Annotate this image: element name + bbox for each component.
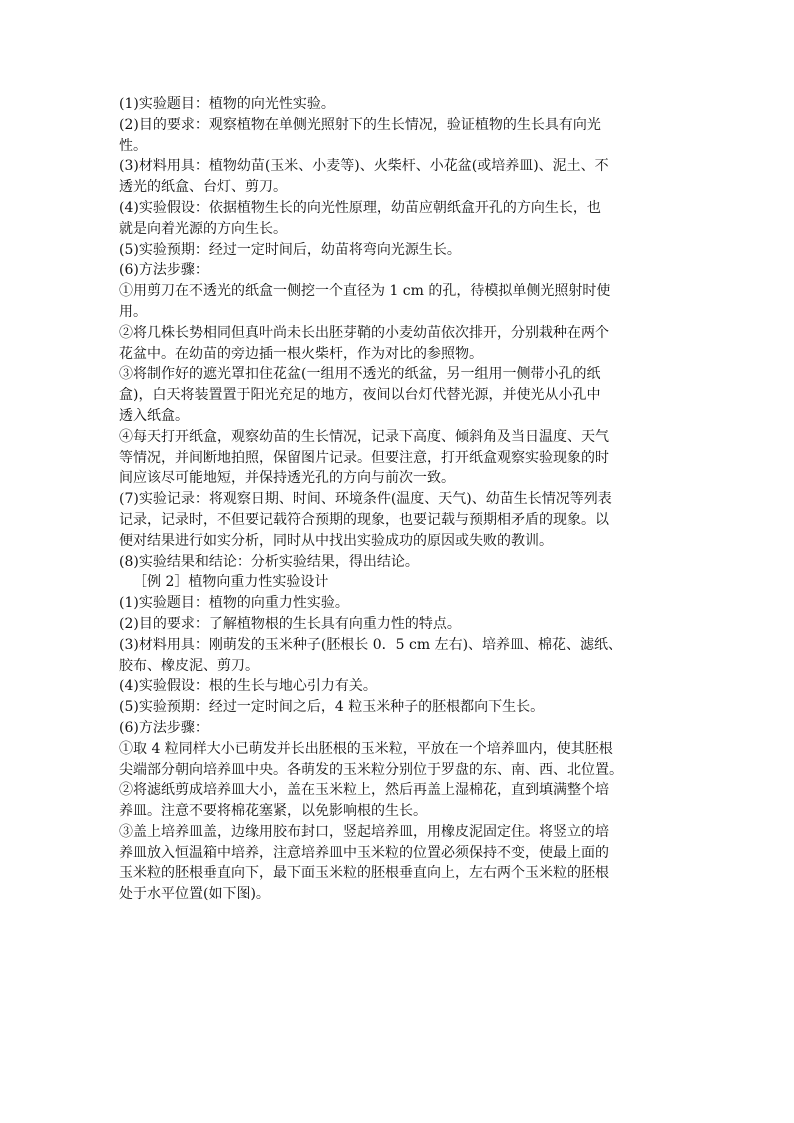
text-line: (4)实验假设：根的生长与地心引力有关。 xyxy=(119,678,377,695)
text-line: 间应该尽可能地短，并保持透光孔的方向与前次一致。 xyxy=(119,470,455,487)
text-line: ①取 4 粒同样大小已萌发并长出胚根的玉米粒，平放在一个培养皿内，使其胚根 xyxy=(119,740,613,757)
text-line: (7)实验记录：将观察日期、时间、环境条件(温度、天气)、幼苗生长情况等列表 xyxy=(119,491,612,508)
text-line: (5)实验预期：经过一定时间之后，4 粒玉米种子的胚根都向下生长。 xyxy=(119,699,545,716)
text-line: (8)实验结果和结论：分析实验结果，得出结论。 xyxy=(119,553,419,570)
text-line: (1)实验题目：植物的向光性实验。 xyxy=(119,96,335,112)
text-line: (5)实验预期：经过一定时间后，幼苗将弯向光源生长。 xyxy=(119,241,461,258)
text-line: 花盆中。在幼苗的旁边插一根火柴杆，作为对比的参照物。 xyxy=(119,345,483,362)
text-line: (2)目的要求：了解植物根的生长具有向重力性的特点。 xyxy=(119,615,461,632)
text-line: ④每天打开纸盒，观察幼苗的生长情况，记录下高度、倾斜角及当日温度、天气 xyxy=(119,428,609,445)
text-line: 养皿。注意不要将棉花塞紧，以免影响根的生长。 xyxy=(119,803,427,820)
text-line: 盒)，白天将装置置于阳光充足的地方，夜间以台灯代替光源，并使光从小孔中 xyxy=(119,387,601,404)
text-line: (6)方法步骤： xyxy=(119,719,209,736)
text-line: ③盖上培养皿盖，边缘用胶布封口，竖起培养皿，用橡皮泥固定住。将竖立的培 xyxy=(119,823,609,840)
text-line: 胶布、橡皮泥、剪刀。 xyxy=(119,657,259,674)
document-body xyxy=(119,94,679,905)
section-heading: ［例 2］植物向重力性实验设计 xyxy=(133,574,329,591)
text-line: 就是向着光源的方向生长。 xyxy=(119,220,287,237)
text-line: (2)目的要求：观察植物在单侧光照射下的生长情况，验证植物的生长具有向光 xyxy=(119,116,601,133)
text-line: (3)材料用具：刚萌发的玉米种子(胚根长 0．5 cm 左右)、培养皿、棉花、滤纸、 xyxy=(119,636,623,653)
text-line: 养皿放入恒温箱中培养，注意培养皿中玉米粒的位置必须保持不变，使最上面的 xyxy=(119,844,609,861)
text-line: ②将几株长势相同但真叶尚未长出胚芽鞘的小麦幼苗依次排开，分别栽种在两个 xyxy=(119,324,609,341)
text-line: 记录，记录时，不但要记载符合预期的现象，也要记载与预期相矛盾的现象。以 xyxy=(119,511,609,528)
text-line: 透入纸盒。 xyxy=(119,407,189,424)
text-line: (1)实验题目：植物的向重力性实验。 xyxy=(119,595,349,612)
text-line: ③将制作好的遮光罩扣住花盆(一组用不透光的纸盆，另一组用一侧带小孔的纸 xyxy=(119,366,601,383)
text-line: (3)材料用具：植物幼苗(玉米、小麦等)、火柴杆、小花盆(或培养皿)、泥土、不 xyxy=(119,158,609,175)
text-line: 玉米粒的胚根垂直向下，最下面玉米粒的胚根垂直向上，左右两个玉米粒的胚根 xyxy=(119,865,609,882)
text-line: ②将滤纸剪成培养皿大小，盖在玉米粒上，然后再盖上湿棉花，直到填满整个培 xyxy=(119,782,609,799)
text-line: 处于水平位置(如下图)。 xyxy=(119,886,270,903)
text-line: (4)实验假设：依据植物生长的向光性原理，幼苗应朝纸盒开孔的方向生长，也 xyxy=(119,199,601,216)
text-line: 性。 xyxy=(119,137,147,154)
text-line: 等情况，并间断地拍照，保留图片记录。但要注意，打开纸盒观察实验现象的时 xyxy=(119,449,609,466)
text-line: 用。 xyxy=(119,303,147,320)
text-line: (6)方法步骤： xyxy=(119,262,209,279)
text-line: 便对结果进行如实分析，同时从中找出实验成功的原因或失败的教训。 xyxy=(119,532,553,549)
text-line: 透光的纸盒、台灯、剪刀。 xyxy=(119,179,287,196)
text-line: 尖端部分朝向培养皿中央。各萌发的玉米粒分别位于罗盘的东、南、西、北位置。 xyxy=(119,761,623,778)
text-line: ①用剪刀在不透光的纸盒一侧挖一个直径为 1 cm 的孔，待模拟单侧光照射时使 xyxy=(119,283,611,300)
